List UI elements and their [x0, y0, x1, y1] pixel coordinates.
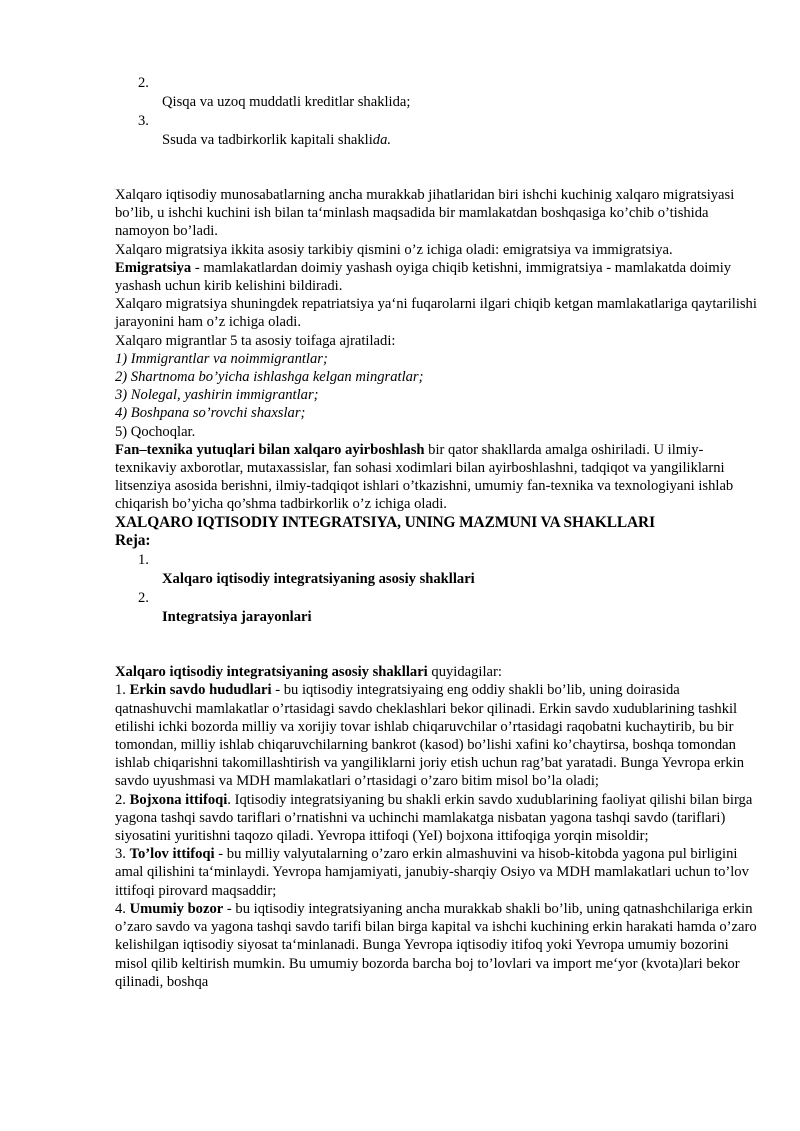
paragraph-text: . Iqtisodiy integratsiyaning bu shakli erkin savdo xudublarining faoliyat qilishi bilan birga yagona tashqi savdo tariflari o’rnatishni va uchinchi mamlakatga nisbatan yagona tashqi savdo (tariflari) siyosatini yuritishni taqozo qiladi. Yevropa ittifoqi (YeI) bojxona ittifoqiga yorqin misoldir;	[115, 791, 753, 845]
paragraph: Xalqaro migrantlar 5 ta asosiy toifaga ajratiladi:	[115, 332, 396, 349]
document-page	[115, 74, 760, 991]
list-number: 3.	[138, 113, 149, 129]
list-number: 4.	[115, 900, 130, 917]
paragraph	[115, 441, 760, 514]
term-bold: To’lov ittifoqi	[129, 846, 215, 863]
term-bold: Emigratsiya	[115, 259, 192, 276]
paragraph: Xalqaro migratsiya ikkita asosiy tarkibiy qismini o’z ichiga oladi: emigratsiya va immigratsiya.	[115, 241, 673, 258]
term-bold: Erkin savdo hududlari	[129, 682, 272, 699]
list-number: 2.	[138, 75, 149, 91]
paragraph-text: - mamlakatlardan doimiy yashash oyiga chiqib ketishni, immigratsiya - mamlakatda doimiy yashash uchun kirib kelishini bildiradi.	[115, 259, 732, 295]
plan-item-text: Xalqaro iqtisodiy integratsiyaning asosiy shakllari	[162, 571, 475, 588]
list-number: 3.	[115, 846, 130, 863]
list-item	[115, 791, 760, 846]
migrant-type	[115, 350, 760, 368]
list-number: 2.	[115, 791, 130, 808]
migrant-type	[115, 386, 760, 404]
list-number: 1.	[115, 682, 130, 699]
term-bold: Bojxona ittifoqi	[129, 791, 228, 808]
paragraph-text: quyidagilar:	[427, 664, 502, 681]
paragraph: Xalqaro iqtisodiy munosabatlarning ancha murakkab jihatlaridan biri ishchi kuchinig xalqaro migratsiyasi bo’lib, u ishchi kuchini ish bilan ta‘minlash maqsadida bir mamlakatdan boshqasiga ko’chib o’tishida namoyon bo’ladi.	[115, 187, 735, 240]
list-item: Qisqa va uzoq muddatli kreditlar shaklida;	[162, 94, 411, 110]
list-item-text: Ssuda va tadbirkorlik kapitali shakli	[162, 132, 373, 148]
term-bold: Xalqaro iqtisodiy integratsiyaning asosiy shakllari	[115, 664, 428, 681]
term-bold: Fan–texnika yutuqlari bilan xalqaro ayirboshlash	[115, 441, 425, 458]
plan-item	[162, 608, 760, 627]
list-number: 2.	[138, 590, 149, 607]
list-number: 1.	[138, 552, 149, 569]
migrant-type	[115, 404, 760, 422]
plan-item-text: Integratsiya jarayonlari	[162, 609, 312, 626]
migration-section	[115, 186, 760, 441]
list-item	[115, 845, 760, 900]
paragraph-text: - bu milliy valyutalarning o’zaro erkin almashuvini va hisob-kitobda yagona pul birligini amal qilishini ta‘minlaydi. Yevropa hamjamiyati, janubiy-sharqiy Osiyo va MDH mamlakatlari uchun to’lov ittifoqi pirovard maqsaddir;	[115, 846, 749, 899]
top-list	[115, 74, 760, 150]
section-title: XALQARO IQTISODIY INTEGRATSIYA, UNING MAZMUNI VA SHAKLLARI	[115, 513, 655, 531]
list-item	[115, 681, 760, 790]
migrant-type-text: 4) Boshpana so’rovchi shaxslar;	[115, 405, 306, 422]
paragraph	[115, 663, 760, 681]
migrant-type-text: 1) Immigrantlar va noimmigrantlar;	[115, 350, 328, 367]
list-item	[162, 131, 760, 150]
paragraph-text: - bu iqtisodiy integratsiyaning ancha murakkab shakli bo’lib, uning qatnashchilariga erkin o’zaro savdo va yagona tashqi savdo tarifi bilan birga kapital va ishchi kuchining erkin harakati hamda o’zaro kelishilgan iqtisodiy siyosat ta‘minlanadi. Bunga Yevropa iqtisodiy itifoq yoki Yevropa umumiy bozorini misol qilib keltirish mumkin. Bu umumiy bozorda barcha boj to’lovlari va import me‘yor (kvota)lari bekor qilinadi, boshqa	[115, 900, 757, 990]
migrant-type: 5) Qochoqlar.	[115, 423, 196, 440]
plan-item	[162, 570, 760, 589]
list-item	[115, 900, 760, 991]
paragraph-text: - bu iqtisodiy integratsiyaing eng oddiy shakli bo’lib, uning doirasida qatnashuvchi mamlakatlar o’rtasidagi savdo cheklashlari bekor qilinadi. Erkin savdo xudublarining tashkil etilishi ichki bozorda milliy va xorijiy tovar ishlab chiqaruvchilar o’rtasidagi raqobatni kuchaytirib, bu bir tomondan, milliy ishlab chiqaruvchilarning bankrot (kasod) bo’lishi xafini ko’chaytirsa, boshqa tomondan ishlab chiqarishni takomillashtirish va yangiliklarni joriy etish uchun rag’bat yaratadi. Bunga Yevropa erkin savdo uyushmasi va MDH mamlakatlari o’rtasidagi o’zaro bitim misol bo’la oladi;	[115, 682, 745, 790]
migrant-type	[115, 368, 760, 386]
paragraph	[115, 259, 760, 295]
migrant-type-text: 2) Shartnoma bo’yicha ishlashga kelgan mingratlar;	[115, 369, 424, 386]
paragraph: Xalqaro migratsiya shuningdek repatriatsiya ya‘ni fuqarolarni ilgari chiqib ketgan mamlakatlariga qaytarilishi jarayonini ham o’z ichiga oladi.	[115, 296, 757, 331]
integration-section	[115, 514, 760, 628]
list-item-text-italic: da.	[372, 132, 392, 148]
migrant-type-text: 3) Nolegal, yashirin immigrantlar;	[115, 387, 319, 404]
paragraph-text: bir qator shakllarda amalga oshiriladi. U ilmiy-texnikaviy axborotlar, mutaxassislar, fan sohasi xodimlari bilan ayirboshlashni, tadqiqot va yangiliklarni litsenziya asosida berishni, ilmiy-tadqiqot ishlari o’tkazishni, umumiy fan-texnika va texnologiyani ishlab chiqarish bo’yicha qo’shma tadbirkorlik o’z ichiga oladi.	[115, 441, 734, 513]
term-bold: Umumiy bozor	[129, 900, 224, 917]
plan-label: Reja:	[115, 532, 151, 550]
forms-section	[115, 663, 760, 991]
